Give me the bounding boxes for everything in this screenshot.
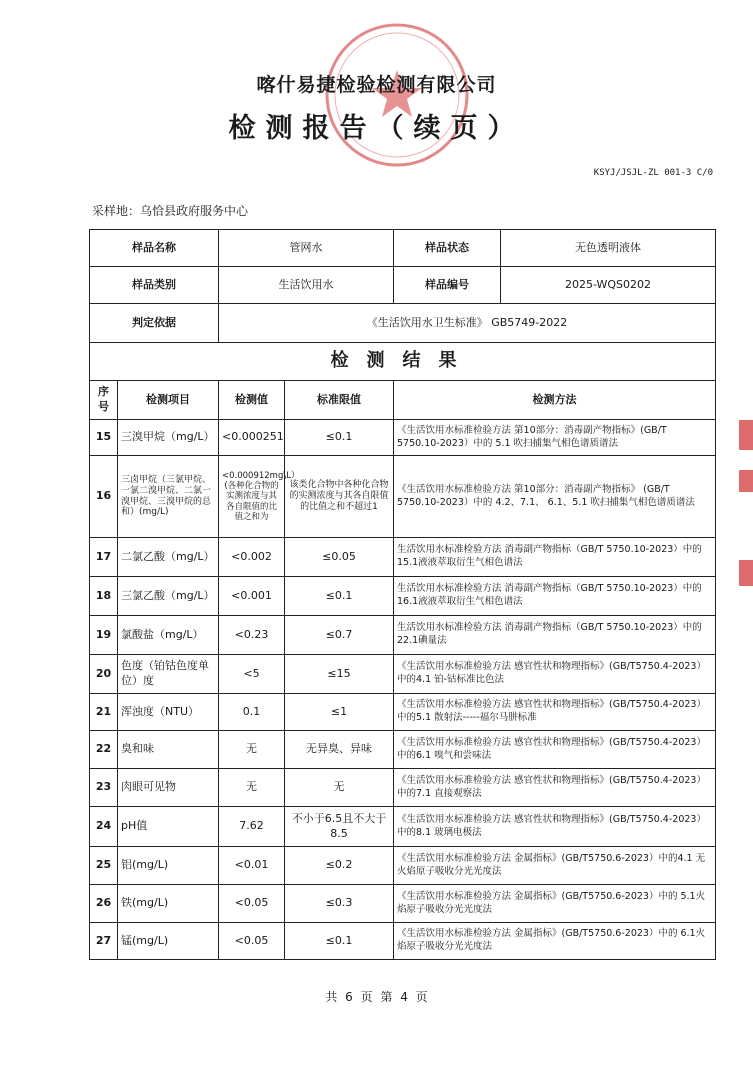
sample-name-value: 管网水 [219,230,394,267]
row-number: 16 [90,456,118,538]
standard-limit: ≤15 [285,655,394,694]
test-item: 色度（铂钴色度单位）度 [118,655,219,694]
sample-id-cell [394,267,716,304]
row-number: 21 [90,694,118,731]
col-header-no: 序号 [90,381,118,420]
test-item: 铁(mg/L) [118,885,219,923]
table-row [90,807,716,847]
row-number: 24 [90,807,118,847]
table-row [90,694,716,731]
test-method: 《生活饮用水标准检验方法 感官性状和物理指标》(GB/T5750.4-2023）中的4.1 铂-钴标准比色法 [394,655,716,694]
test-method: 《生活饮用水标准检验方法 金属指标》(GB/T5750.6-2023）中的 6.1火焰原子吸收分光光度法 [394,923,716,960]
test-value: 无 [219,731,285,769]
test-value: <0.000251 [219,420,285,456]
table-row [90,731,716,769]
standard-limit: 该类化合物中各种化合物的实测浓度与其各自限值的比值之和不超过1 [285,456,394,538]
test-value: <0.23 [219,616,285,655]
sample-type-value: 生活饮用水 [219,267,394,304]
standard-limit: ≤0.05 [285,538,394,577]
table-row [90,847,716,885]
test-method: 《生活饮用水标准检验方法 第10部分：消毒副产物指标》 (GB/T 5750.10-2023）中的 4.2、7.1、 6.1、5.1 吹扫捕集气相色谱质谱法 [394,456,716,538]
row-number: 19 [90,616,118,655]
standard-limit: 不小于6.5且不大于8.5 [285,807,394,847]
col-header-limit: 标准限值 [285,381,394,420]
page-number: 共 6 页 第 4 页 [325,990,428,1004]
judgement-basis-label: 判定依据 [90,304,219,343]
standard-limit: ≤0.1 [285,577,394,616]
test-value: 7.62 [219,807,285,847]
row-number: 22 [90,731,118,769]
standard-limit: ≤0.2 [285,847,394,885]
test-value: <0.05 [219,885,285,923]
test-method: 《生活饮用水标准检验方法 感官性状和物理指标》(GB/T5750.4-2023）中的6.1 嗅气和尝味法 [394,731,716,769]
test-method: 《生活饮用水标准检验方法 第10部分：消毒副产物指标》(GB/T 5750.10-2023）中的 5.1 吹扫捕集气相色谱质谱法 [394,420,716,456]
test-method: 《生活饮用水标准检验方法 感官性状和物理指标》(GB/T5750.4-2023）中的8.1 玻璃电极法 [394,807,716,847]
document-number: KSYJ/JSJL-ZL 001-3 C/0 [593,168,713,178]
test-value: <0.05 [219,923,285,960]
col-header-value: 检测值 [219,381,285,420]
test-item: 臭和味 [118,731,219,769]
test-value: <0.01 [219,847,285,885]
test-item: 锰(mg/L) [118,923,219,960]
test-item: 三氯乙酸（mg/L） [118,577,219,616]
test-value: 无 [219,769,285,807]
test-value: <0.001 [219,577,285,616]
test-method: 生活饮用水标准检验方法 消毒副产物指标（GB/T 5750.10-2023）中的16.1液液萃取衍生气相色谱法 [394,577,716,616]
sample-state-label: 样品状态 [394,230,501,266]
sample-id-label: 样品编号 [394,267,501,303]
standard-limit: 无异臭、异味 [285,731,394,769]
table-row [90,655,716,694]
sample-type-label: 样品类别 [90,267,219,304]
sample-id-value: 2025-WQS0202 [564,277,652,291]
standard-limit: ≤0.1 [285,420,394,456]
row-number: 17 [90,538,118,577]
test-method: 《生活饮用水标准检验方法 金属指标》(GB/T5750.6-2023）中的 5.1火焰原子吸收分光光度法 [394,885,716,923]
row-number: 27 [90,923,118,960]
table-row [90,923,716,960]
row-number: 20 [90,655,118,694]
test-value: <0.000912mg\L）(各种化合物的实测浓度与其各自限值的比值之和为 [219,456,285,538]
test-item: 浑浊度（NTU） [118,694,219,731]
test-method: 《生活饮用水标准检验方法 感官性状和物理指标》(GB/T5750.4-2023）中的5.1 散射法-----福尔马肼标准 [394,694,716,731]
test-item: 肉眼可见物 [118,769,219,807]
table-row [90,538,716,577]
col-header-item: 检测项目 [118,381,219,420]
table-row [90,769,716,807]
test-item: pH值 [118,807,219,847]
table-row [90,456,716,538]
report-title: 检测报告（续页） [228,113,525,144]
table-row [90,885,716,923]
test-method: 生活饮用水标准检验方法 消毒副产物指标（GB/T 5750.10-2023）中的22.1碘量法 [394,616,716,655]
results-section-title: 检测结果 [90,343,716,381]
table-row [90,420,716,456]
paging-seal-fragment [739,420,753,450]
standard-limit: ≤0.3 [285,885,394,923]
test-method: 《生活饮用水标准检验方法 金属指标》(GB/T5750.6-2023）中的4.1 无火焰原子吸收分光光度法 [394,847,716,885]
test-item: 铝(mg/L) [118,847,219,885]
standard-limit: 无 [285,769,394,807]
table-row [90,616,716,655]
standard-limit: ≤1 [285,694,394,731]
standard-limit: ≤0.7 [285,616,394,655]
sampling-site: 采样地：乌恰县政府服务中心 [92,204,249,218]
test-item: 三卤甲烷（三氯甲烷、一氯二溴甲烷、二氯一溴甲烷、三溴甲烷的总和）(mg/L) [118,456,219,538]
table-row [90,577,716,616]
test-value: <0.002 [219,538,285,577]
row-number: 15 [90,420,118,456]
test-value: <5 [219,655,285,694]
row-number: 23 [90,769,118,807]
row-number: 26 [90,885,118,923]
standard-limit: ≤0.1 [285,923,394,960]
report-table [89,229,716,960]
sample-state-cell [394,230,716,267]
paging-seal-fragment [739,560,753,586]
test-item: 三溴甲烷（mg/L） [118,420,219,456]
test-item: 氯酸盐（mg/L） [118,616,219,655]
col-header-method: 检测方法 [394,381,716,420]
test-method: 《生活饮用水标准检验方法 感官性状和物理指标》(GB/T5750.4-2023）中的7.1 直接观察法 [394,769,716,807]
test-value: 0.1 [219,694,285,731]
row-number: 25 [90,847,118,885]
company-name: 喀什易捷检验检测有限公司 [256,74,497,96]
judgement-basis-value: 《生活饮用水卫生标准》 GB5749-2022 [219,304,716,343]
sample-state-value: 无色透明液体 [575,240,641,254]
paging-seal-fragment [739,470,753,492]
test-method: 生活饮用水标准检验方法 消毒副产物指标（GB/T 5750.10-2023）中的15.1液液萃取衍生气相色谱法 [394,538,716,577]
test-item: 二氯乙酸（mg/L） [118,538,219,577]
sample-name-label: 样品名称 [90,230,219,267]
row-number: 18 [90,577,118,616]
